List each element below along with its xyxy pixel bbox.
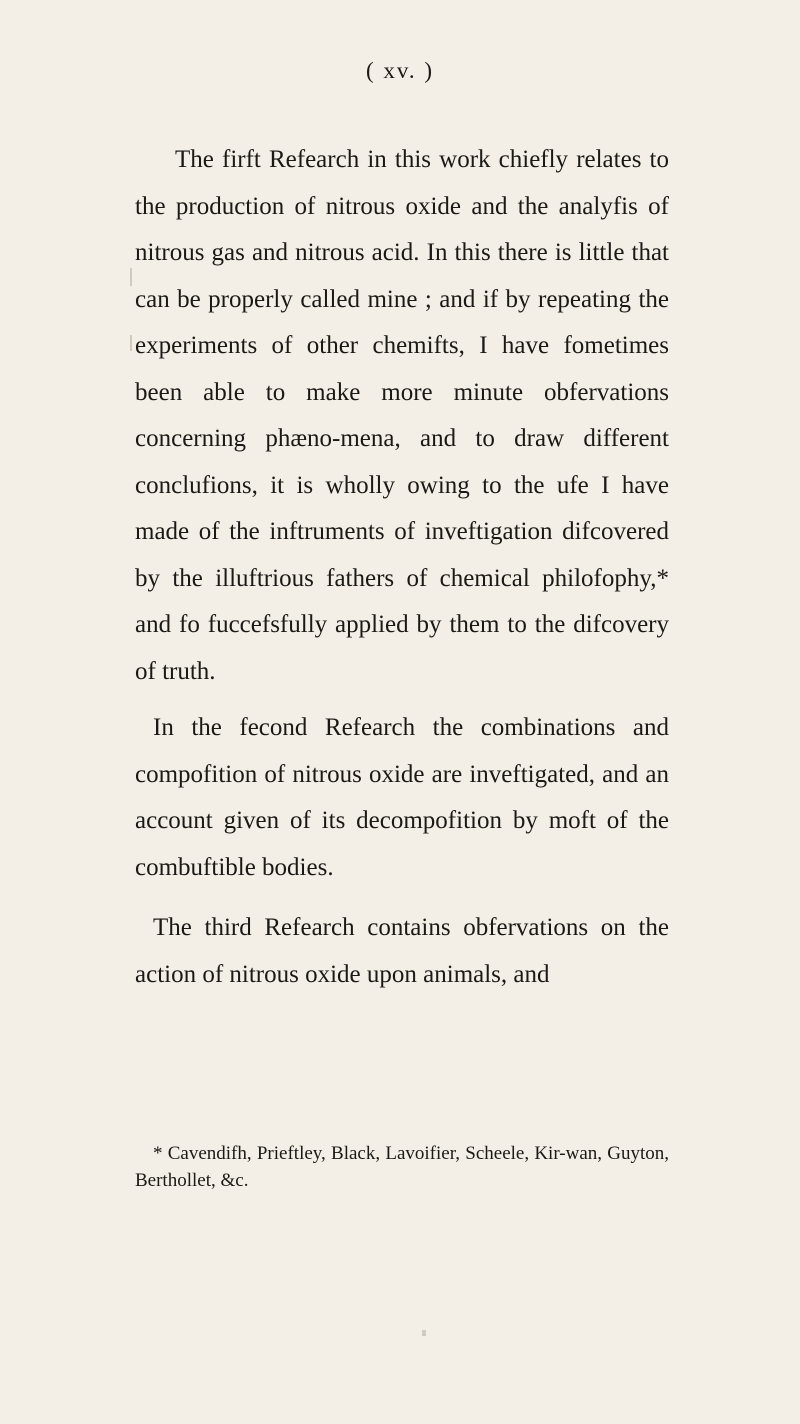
paragraph-second-research: In the fecond Refearch the combinations and compofition of nitrous oxide are inveftigated, and an account given of its decompofition by moft of the combuftible bodies. [135,714,669,881]
paper-speck [130,268,132,286]
paragraph-third-research: The third Refearch contains obfervations on the action of nitrous oxide upon animals, and [135,914,669,988]
paragraph-first-research: The firft Refearch in this work chiefly relates to the production of nitrous oxide and the analyfis of nitrous gas and nitrous acid. In this there is little that can be properly called mine ; and if by repeating the experiments of other chemifts, I have fometimes been able to make more minute obfervations concerning phæno-mena, and to draw different conclufions, it is wholly owing to the ufe I have made of the inftruments of inveftigation difcovered by the illuftrious fathers of chemical philofophy,* and fo fuccefsfully applied by them to the difcovery of truth. [135,146,669,685]
main-text [135,137,669,998]
page-number: ( xv. ) [365,58,435,83]
paper-speck [130,335,132,351]
footnote-separator-space [135,1115,669,1116]
footnote: * Cavendifh, Prieftley, Black, Lavoifier, Scheele, Kir-wan, Guyton, Berthollet, &c. [135,1143,669,1191]
paper-speck [422,1330,426,1336]
